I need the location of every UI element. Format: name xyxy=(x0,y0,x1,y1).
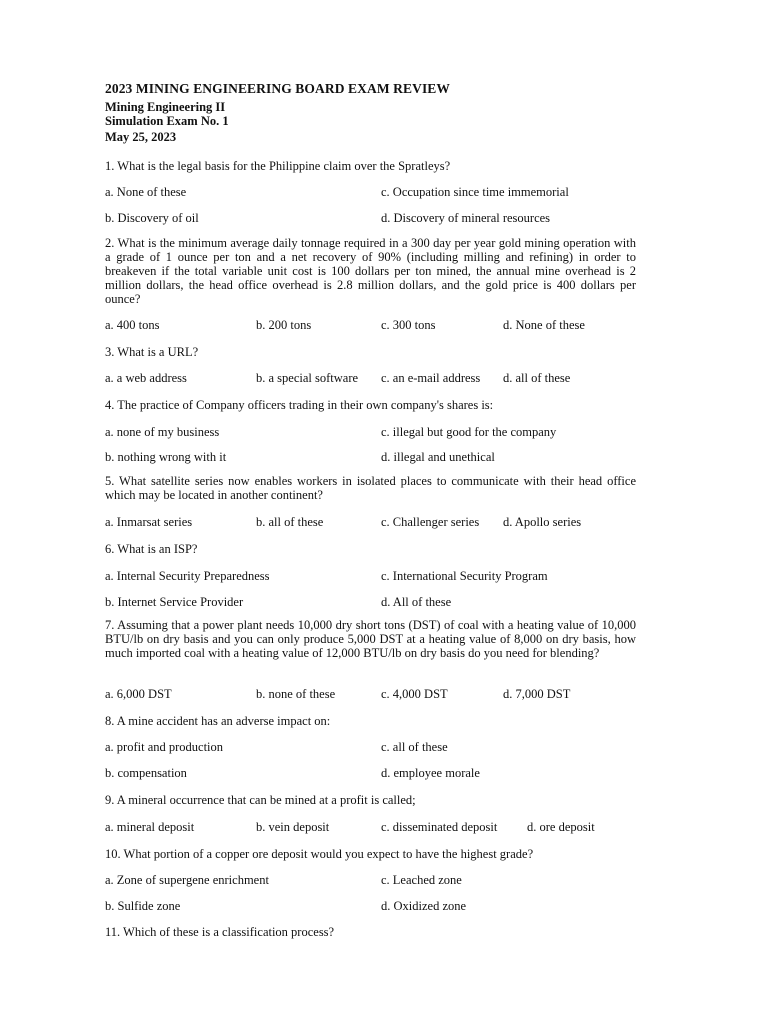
q4-option-a: a. none of my business xyxy=(105,425,220,439)
question-7: 7. Assuming that a power plant needs 10,000 dry short tons (DST) of coal with a heating value of 10,000 BTU/lb on dry basis and you can only produce 5,000 DST at a heating value of 8,000 on dry basis, how much imported coal with a heating value of 12,000 BTU/lb on dry basis do you need for blending? xyxy=(105,618,636,660)
q7-option-c: c. 4,000 DST xyxy=(381,687,448,701)
q6-option-c: c. International Security Program xyxy=(381,569,548,583)
q1-option-d: d. Discovery of mineral resources xyxy=(381,211,551,225)
q5-option-d: d. Apollo series xyxy=(503,515,582,529)
q4-option-b: b. nothing wrong with it xyxy=(105,450,227,464)
question-9: 9. A mineral occurrence that can be mined at a profit is called; xyxy=(105,793,416,807)
q8-option-d: d. employee morale xyxy=(381,766,480,780)
question-3: 3. What is a URL? xyxy=(105,345,199,359)
q3-option-a: a. a web address xyxy=(105,371,187,385)
date-heading: May 25, 2023 xyxy=(105,130,177,144)
question-8: 8. A mine accident has an adverse impact on: xyxy=(105,714,331,728)
q2-option-a: a. 400 tons xyxy=(105,318,160,332)
q1-option-b: b. Discovery of oil xyxy=(105,211,199,225)
q10-option-b: b. Sulfide zone xyxy=(105,899,181,913)
q9-option-a: a. mineral deposit xyxy=(105,820,195,834)
q4-option-c: c. illegal but good for the company xyxy=(381,425,557,439)
q1-option-c: c. Occupation since time immemorial xyxy=(381,185,569,199)
q10-option-c: c. Leached zone xyxy=(381,873,462,887)
q5-option-c: c. Challenger series xyxy=(381,515,480,529)
q8-option-a: a. profit and production xyxy=(105,740,224,754)
q9-option-b: b. vein deposit xyxy=(256,820,330,834)
q7-option-d: d. 7,000 DST xyxy=(503,687,571,701)
q10-option-d: d. Oxidized zone xyxy=(381,899,467,913)
q2-option-c: c. 300 tons xyxy=(381,318,436,332)
q6-option-d: d. All of these xyxy=(381,595,452,609)
question-11: 11. Which of these is a classification process? xyxy=(105,925,335,939)
document-title: 2023 MINING ENGINEERING BOARD EXAM REVIEW xyxy=(105,81,451,96)
q9-option-d: d. ore deposit xyxy=(527,820,595,834)
q7-option-a: a. 6,000 DST xyxy=(105,687,172,701)
q6-option-b: b. Internet Service Provider xyxy=(105,595,244,609)
q7-option-b: b. none of these xyxy=(256,687,336,701)
question-1: 1. What is the legal basis for the Philippine claim over the Spratleys? xyxy=(105,159,451,173)
q3-option-b: b. a special software xyxy=(256,371,359,385)
q10-option-a: a. Zone of supergene enrichment xyxy=(105,873,269,887)
q3-option-d: d. all of these xyxy=(503,371,571,385)
q8-option-c: c. all of these xyxy=(381,740,448,754)
question-5: 5. What satellite series now enables workers in isolated places to communicate with their head office which may be located in another continent? xyxy=(105,474,636,502)
question-4: 4. The practice of Company officers trading in their own company's shares is: xyxy=(105,398,494,412)
q3-option-c: c. an e-mail address xyxy=(381,371,481,385)
q8-option-b: b. compensation xyxy=(105,766,187,780)
q9-option-c: c. disseminated deposit xyxy=(381,820,498,834)
q1-option-a: a. None of these xyxy=(105,185,187,199)
q5-option-b: b. all of these xyxy=(256,515,324,529)
q5-option-a: a. Inmarsat series xyxy=(105,515,193,529)
exam-heading: Simulation Exam No. 1 xyxy=(105,114,229,128)
q2-option-d: d. None of these xyxy=(503,318,585,332)
question-10: 10. What portion of a copper ore deposit would you expect to have the highest grade? xyxy=(105,847,534,861)
subject-heading: Mining Engineering II xyxy=(105,100,226,114)
question-2: 2. What is the minimum average daily tonnage required in a 300 day per year gold mining operation with a grade of 1 ounce per ton and a net recovery of 90% (including milling and refining) in order to breakeven if the total variable unit cost is 100 dollars per ton mined, the annual mine overhead is 2 million dollars, the head office overhead is 2.8 million dollars, and the gold price is 400 dollars per ounce? xyxy=(105,236,636,306)
q4-option-d: d. illegal and unethical xyxy=(381,450,495,464)
question-6: 6. What is an ISP? xyxy=(105,542,198,556)
q2-option-b: b. 200 tons xyxy=(256,318,312,332)
q6-option-a: a. Internal Security Preparedness xyxy=(105,569,270,583)
